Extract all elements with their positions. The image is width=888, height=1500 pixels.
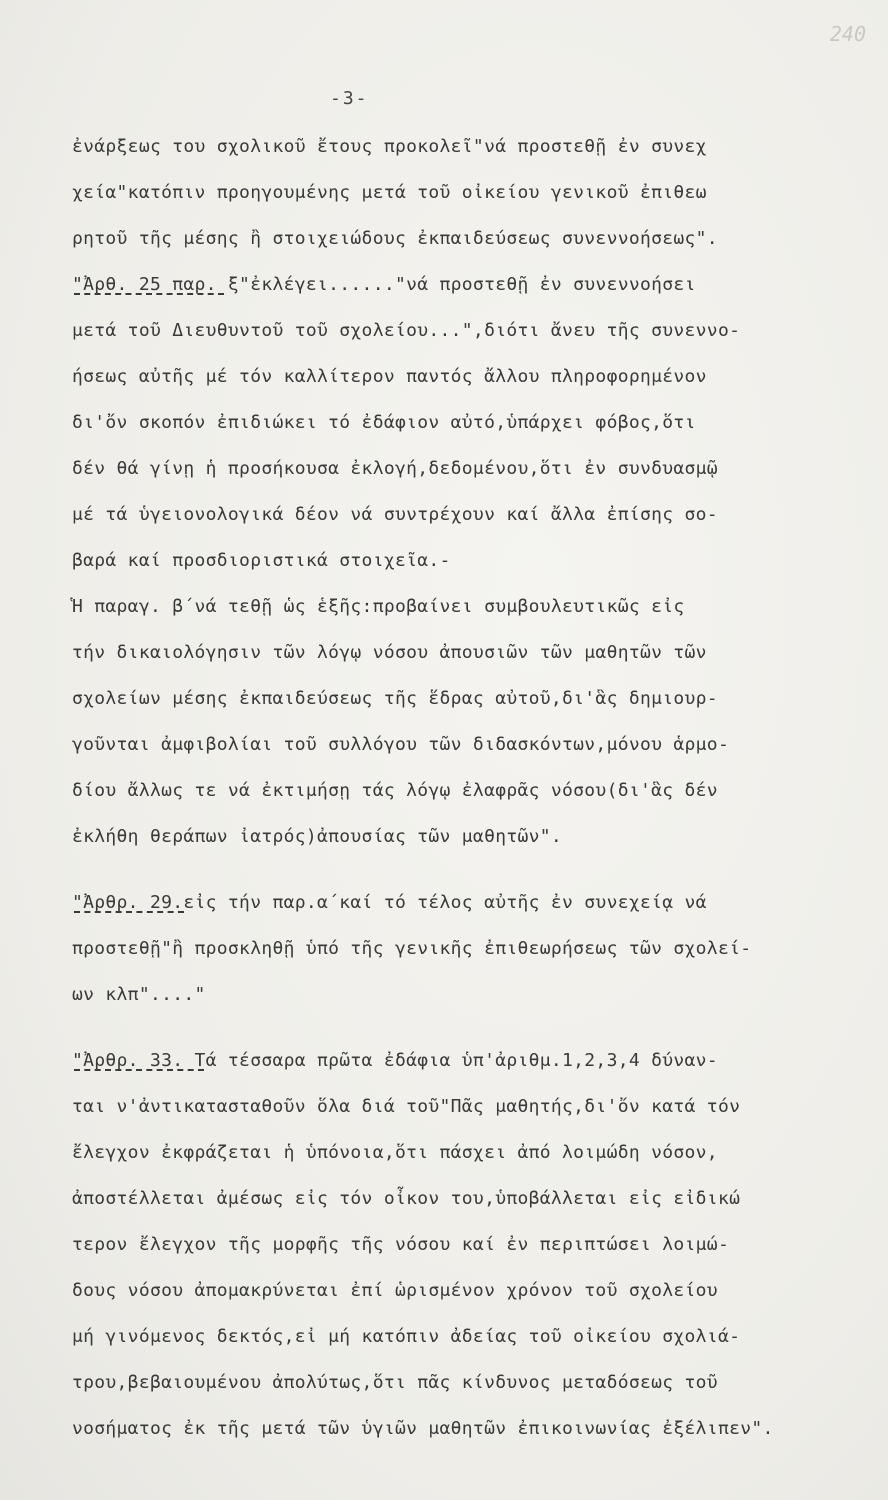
text-line: "Ἀρθρ. 33. Τά τέσσαρα πρῶτα ἐδάφια ὑπ'ἀριθμ.1,2,3,4 δύναν- [72, 1050, 718, 1071]
text-line: τερον ἔλεγχον τῆς μορφῆς τῆς νόσου καί ἐν περιπτώσει λοιμώ- [72, 1234, 730, 1255]
text-line: ων κλπ"...." [72, 984, 206, 1005]
text-line: δους νόσου ἀπομακρύνεται ἐπί ὡρισμένον χρόνον τοῦ σχολείου [72, 1280, 718, 1301]
underline-dashes [74, 1067, 204, 1071]
text-line: ἀποστέλλεται ἀμέσως εἰς τόν οἶκον του,ὑποβάλλεται εἰς εἰδικώ [72, 1188, 741, 1209]
text-line: ρητοῦ τῆς μέσης ἢ στοιχειώδους ἐκπαιδεύσεως συνεννοήσεως". [72, 228, 718, 249]
text-line: ἐκλήθη θεράπων ἰατρός)ἀπουσίας τῶν μαθητῶν". [72, 826, 563, 847]
text-line: ἐνάρξεως του σχολικοῦ ἔτους προκολεῖ"νά προστεθῇ ἐν συνεχ [72, 136, 707, 157]
corner-mark: 240 [829, 22, 866, 46]
text-line: μή γινόμενος δεκτός,εἰ μή κατόπιν ἀδείας τοῦ οἰκείου σχολιά- [72, 1326, 741, 1347]
text-line: δέν θά γίνῃ ἡ προσήκουσα ἐκλογή,δεδομένου,ὅτι ἐν συνδυασμῷ [72, 458, 718, 479]
text-line: ται ν'ἀντικατασταθοῦν ὅλα διά τοῦ"Πᾶς μαθητής,δι'ὄν κατά τόν [72, 1096, 741, 1117]
text-line: προστεθῇ"ἢ προσκληθῇ ὑπό τῆς γενικῆς ἐπιθεωρήσεως τῶν σχολεί- [72, 938, 752, 959]
text-line: σχολείων μέσης ἐκπαιδεύσεως τῆς ἕδρας αὐτοῦ,δι'ἃς δημιουρ- [72, 688, 718, 709]
underline-dashes [74, 291, 224, 295]
text-line: τρου,βεβαιουμένου ἀπολύτως,ὅτι πᾶς κίνδυνος μεταδόσεως τοῦ [72, 1372, 718, 1393]
text-line: ήσεως αὐτῆς μέ τόν καλλίτερον παντός ἄλλου πληροφορημένον [72, 366, 707, 387]
text-line: "Ἀρθρ. 29.εἰς τήν παρ.α΄καί τό τέλος αὐτῆς ἐν συνεχείᾳ νά [72, 892, 707, 913]
text-line: δι'ὄν σκοπόν ἐπιδιώκει τό ἐδάφιον αὐτό,ὑπάρχει φόβος,ὅτι [72, 412, 696, 433]
text-line: τήν δικαιολόγησιν τῶν λόγῳ νόσου ἀπουσιῶν τῶν μαθητῶν τῶν [72, 642, 707, 663]
underline-dashes [74, 909, 184, 913]
text-line: Ἡ παραγ. β΄νά τεθῇ ὡς ἑξῆς:προβαίνει συμβουλευτικῶς εἰς [72, 596, 685, 617]
text-line: γοῦνται ἀμφιβολίαι τοῦ συλλόγου τῶν διδασκόντων,μόνου ἁρμο- [72, 734, 730, 755]
text-line: βαρά καί προσδιοριστικά στοιχεῖα.- [72, 550, 451, 571]
text-line: χεία"κατόπιν προηγουμένης μετά τοῦ οἰκείου γενικοῦ ἐπιθεω [72, 182, 707, 203]
text-line: μετά τοῦ Διευθυντοῦ τοῦ σχολείου...",διότι ἄνευ τῆς συνεννο- [72, 320, 741, 341]
text-line: "Ἀρθ. 25 παρ. ξ"ἐκλέγει......"νά προστεθῇ ἐν συνεννοήσει [72, 274, 696, 295]
text-line: νοσήματος ἐκ τῆς μετά τῶν ὑγιῶν μαθητῶν ἐπικοινωνίας ἐξέλιπεν". [72, 1418, 774, 1439]
text-line: μέ τά ὑγειονολογικά δέον νά συντρέχουν καί ἄλλα ἐπίσης σο- [72, 504, 718, 525]
text-line: δίου ἄλλως τε νά ἐκτιμήσῃ τάς λόγῳ ἐλαφρᾶς νόσου(δι'ἃς δέν [72, 780, 718, 801]
page-number: -3- [330, 88, 369, 109]
text-line: ἔλεγχον ἐκφράζεται ἡ ὑπόνοια,ὅτι πάσχει ἀπό λοιμώδη νόσον, [72, 1142, 718, 1163]
